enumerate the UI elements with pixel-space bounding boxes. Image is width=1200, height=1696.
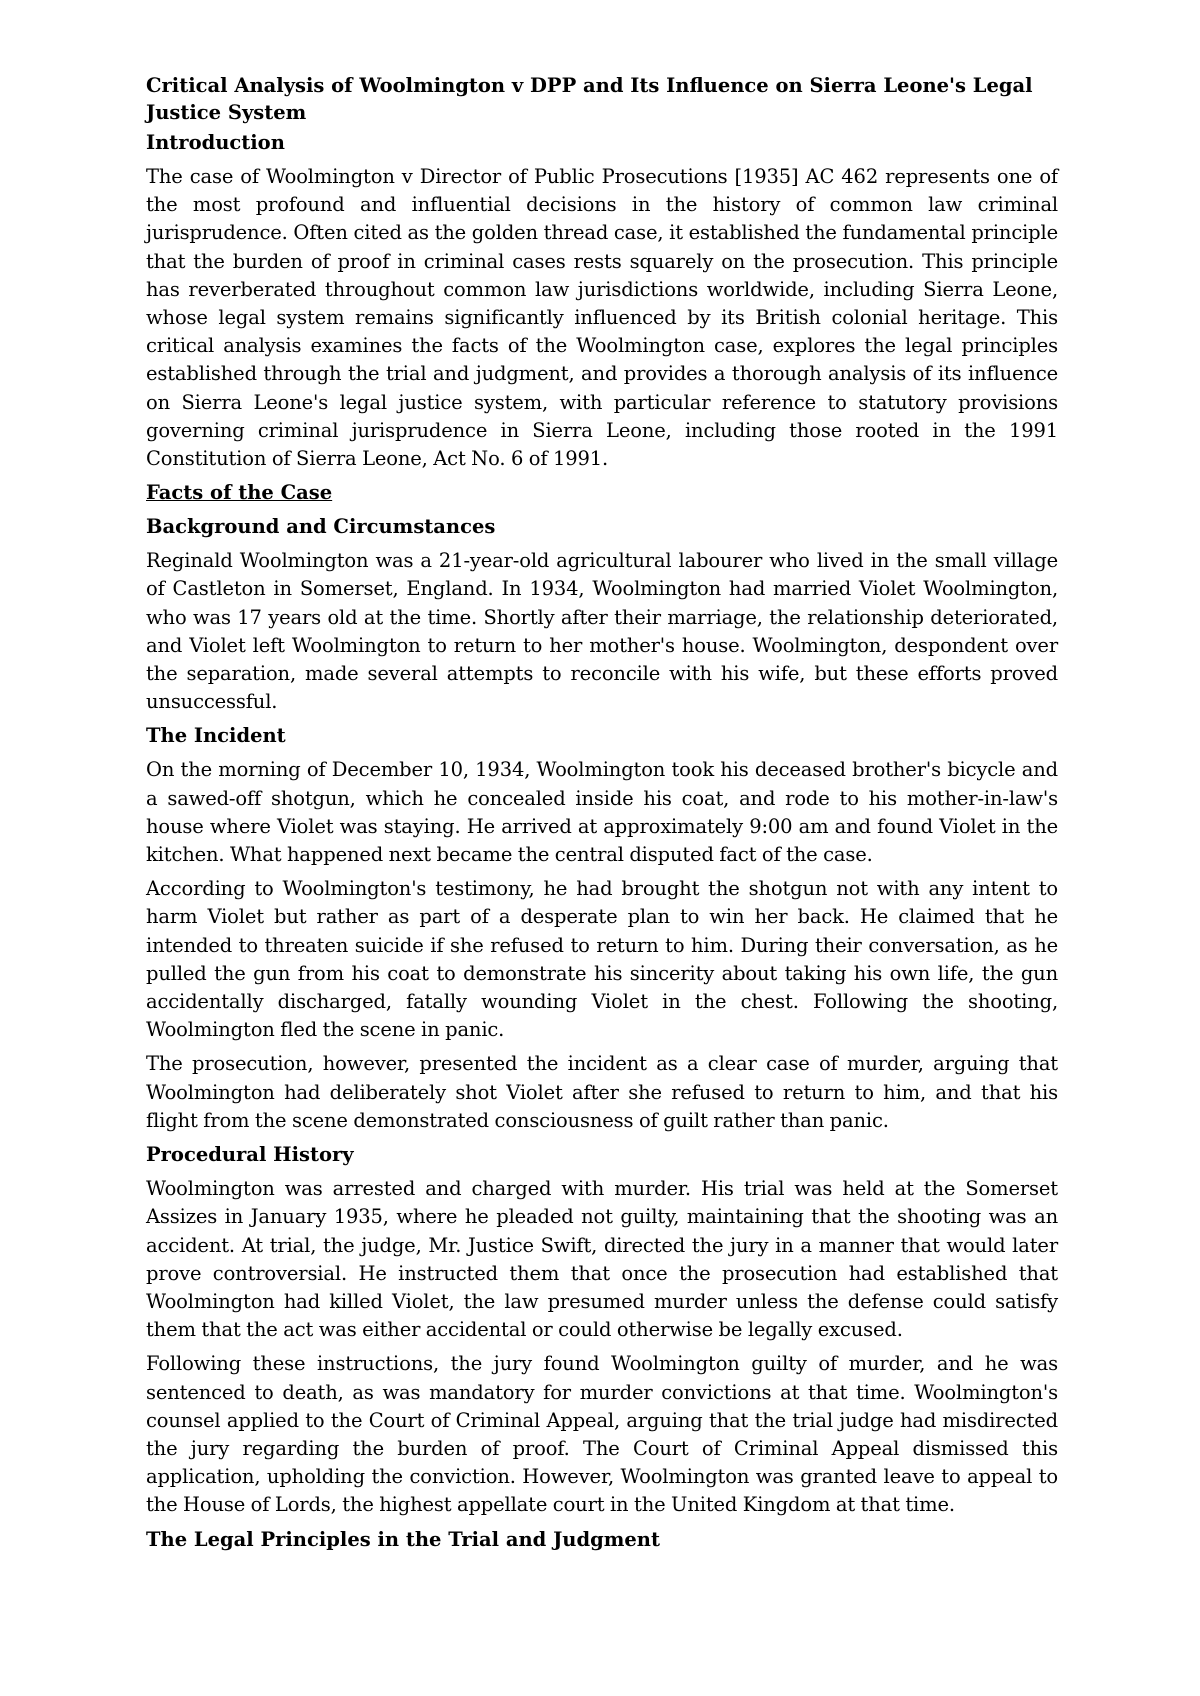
legal-principles-heading: The Legal Principles in the Trial and Judgment (146, 1527, 660, 1551)
facts-heading: Facts of the Case (146, 481, 333, 505)
incident-paragraph-2: According to Woolmington's testimony, he had brought the shotgun not with any intent to harm Violet but rather as part of a desperate plan to win her back. He claimed that he intended to threaten suicide if she refused to return to him. During their conversation, as he pulled the gun from his coat to demonstrate his sincerity about taking his own life, the gun accidentally discharged, fatally wounding Violet in the chest. Following the shooting, Woolmington fled the scene in panic. (146, 877, 1058, 1042)
document-title: Critical Analysis of Woolmington v DPP and Its Influence on Sierra Leone's Legal Justice System (146, 74, 1033, 124)
procedural-paragraph-1: Woolmington was arrested and charged with murder. His trial was held at the Somerset Assizes in January 1935, where he pleaded not guilty, maintaining that the shooting was an accident. At trial, the judge, Mr. Justice Swift, directed the jury in a manner that would later prove controversial. He instructed them that once the prosecution had established that Woolmington had killed Violet, the law presumed murder unless the defense could satisfy them that the act was either accidental or could otherwise be legally excused. (146, 1177, 1058, 1342)
procedural-paragraph-2: Following these instructions, the jury found Woolmington guilty of murder, and he was sentenced to death, as was mandatory for murder convictions at that time. Woolmington's counsel applied to the Court of Criminal Appeal, arguing that the trial judge had misdirected the jury regarding the burden of proof. The Court of Criminal Appeal dismissed this application, upholding the conviction. However, Woolmington was granted leave to appeal to the House of Lords, the highest appellate court in the United Kingdom at that time. (146, 1352, 1058, 1517)
background-heading: Background and Circumstances (146, 515, 496, 539)
incident-paragraph-1: On the morning of December 10, 1934, Woolmington took his deceased brother's bicycle and a sawed-off shotgun, which he concealed inside his coat, and rode to his mother-in-law's house where Violet was staying. He arrived at approximately 9:00 am and found Violet in the kitchen. What happened next became the central disputed fact of the case. (146, 758, 1058, 867)
procedural-history-heading: Procedural History (146, 1143, 354, 1167)
background-paragraph: Reginald Woolmington was a 21-year-old agricultural labourer who lived in the small village of Castleton in Somerset, England. In 1934, Woolmington had married Violet Woolmington, who was 17 years old at the time. Shortly after their marriage, the relationship deteriorated, and Violet left Woolmington to return to her mother's house. Woolmington, despondent over the separation, made several attempts to reconcile with his wife, but these efforts proved unsuccessful. (146, 549, 1058, 714)
incident-heading: The Incident (146, 724, 286, 748)
introduction-paragraph: The case of Woolmington v Director of Public Prosecutions [1935] AC 462 represents one of the most profound and influential decisions in the history of common law criminal jurisprudence. Often cited as the golden thread case, it established the fundamental principle that the burden of proof in criminal cases rests squarely on the prosecution. This principle has reverberated throughout common law jurisdictions worldwide, including Sierra Leone, whose legal system remains significantly influenced by its British colonial heritage. This critical analysis examines the facts of the Woolmington case, explores the legal principles established through the trial and judgment, and provides a thorough analysis of its influence on Sierra Leone's legal justice system, with particular reference to statutory provisions governing criminal jurisprudence in Sierra Leone, including those rooted in the 1991 Constitution of Sierra Leone, Act No. 6 of 1991. (146, 165, 1058, 471)
incident-paragraph-3: The prosecution, however, presented the incident as a clear case of murder, arguing that Woolmington had deliberately shot Violet after she refused to return to him, and that his flight from the scene demonstrated consciousness of guilt rather than panic. (146, 1052, 1058, 1132)
introduction-heading: Introduction (146, 131, 285, 154)
document-body (146, 72, 1058, 1560)
